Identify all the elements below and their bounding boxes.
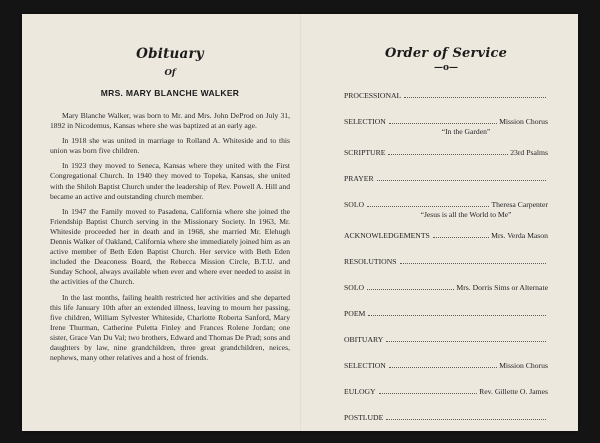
service-item-performer: Mission Chorus xyxy=(499,361,548,370)
service-item-scripture xyxy=(344,147,548,158)
obituary-paragraph: In 1918 she was united in marriage to Rolland A. Whiteside and to this union was born five children. xyxy=(50,136,290,156)
service-item-selection xyxy=(344,360,548,371)
dot-leader xyxy=(367,288,454,290)
dot-leader xyxy=(400,262,546,264)
dot-leader xyxy=(433,236,489,238)
dot-leader xyxy=(379,392,478,394)
dot-leader xyxy=(386,418,546,420)
service-item-label: OBITUARY xyxy=(344,335,384,344)
dot-leader xyxy=(367,205,489,207)
service-item-resolutions xyxy=(344,256,548,267)
dot-leader xyxy=(389,122,497,124)
service-item-selection xyxy=(344,116,548,127)
service-item-label: POEM xyxy=(344,309,366,318)
service-item-postlude xyxy=(344,412,548,423)
service-item-performer: Mrs. Dorris Sims or Alternate xyxy=(456,283,548,292)
obituary-paragraph: In the last months, failing health restricted her activities and she departed this life January 10th after an extended illness, leaving to mourn her passing, five children, William Sylvester Whiteside, Charlotte Roberta Sanford, Mary Irene Thurman, Catherine Puletta Finley and Frances Rolene Jordan; one sister, Grace Van Du Val; two brothers, Edward and Thomas De Prad; sons and daughters by law, nine grandchildren, three great grandchildren, neices, nephews, many other relatives and a host of friends. xyxy=(50,292,290,363)
service-item-label: SELECTION xyxy=(344,361,386,370)
service-item-eulogy xyxy=(344,386,548,397)
obituary-title: Obituary xyxy=(136,46,204,62)
dot-leader xyxy=(377,179,546,181)
obituary-of: Of xyxy=(164,68,176,78)
service-item-performer: Mrs. Verda Mason xyxy=(491,231,548,240)
service-item-label: PROCESSIONAL xyxy=(344,91,402,100)
service-item-label: SCRIPTURE xyxy=(344,148,386,157)
dot-leader xyxy=(404,96,546,98)
service-item-label: EULOGY xyxy=(344,387,376,396)
service-page xyxy=(344,46,548,423)
dot-leader xyxy=(389,366,497,368)
service-item-label: SELECTION xyxy=(344,117,386,126)
service-item-label: RESOLUTIONS xyxy=(344,257,397,266)
service-item-label: ACKNOWLEDGEMENTS xyxy=(344,231,430,240)
service-item-label: SOLO xyxy=(344,200,365,209)
song-title: “In the Garden” xyxy=(441,127,491,136)
service-item-obituary xyxy=(344,334,548,345)
service-item-performer: Mission Chorus xyxy=(499,117,548,126)
obituary-paragraph: In 1947 the Family moved to Pasadena, California where she joined the Friendship Baptist Church serving in the Missionary Society. In 1963, Mr. Whiteside proceeded her in death and in 1968, she married Mr. Elehugh Dennis Walker of Oakland, California where she immediately joined him as an active member of Beth Eden Baptist Church. Her service with Beth Eden included the Deaconess Board, the Rebecca Mission Circle, B.T.U. and Sunday School, always available when ever and where ever needed to assist in the activities of the Church. xyxy=(50,206,290,287)
obituary-page xyxy=(50,46,290,368)
service-item-performer: Theresa Carpenter xyxy=(491,200,548,209)
service-item-prayer xyxy=(344,173,548,184)
service-item-solo xyxy=(344,282,548,293)
service-item-processional xyxy=(344,90,548,101)
service-item-solo xyxy=(344,199,548,210)
song-title: “Jesus is all the World to Me” xyxy=(420,210,512,219)
service-item-label: SOLO xyxy=(344,283,365,292)
service-item-poem xyxy=(344,308,548,319)
dot-leader xyxy=(368,314,546,316)
obituary-paragraph: Mary Blanche Walker, was born to Mr. and Mrs. John DeProd on July 31, 1892 in Nicodemus, Kansas where she was baptized at an early age. xyxy=(50,111,290,131)
service-list xyxy=(344,90,548,423)
deceased-name: MRS. MARY BLANCHE WALKER xyxy=(100,88,240,98)
service-title: Order of Service xyxy=(384,46,508,61)
service-item-label: POSTLUDE xyxy=(344,413,384,422)
service-item-acknowledgements xyxy=(344,230,548,241)
service-item-performer: 23rd Psalms xyxy=(510,148,548,157)
service-item-performer: Rev. Gillette O. James xyxy=(479,387,548,396)
title-ornament: —o— xyxy=(433,63,458,73)
service-item-label: PRAYER xyxy=(344,174,374,183)
obituary-paragraph: In 1923 they moved to Seneca, Kansas where they united with the First Congregational Church. In 1940 they moved to Topeka, Kansas, she united with the Shiloh Baptist Church under the leadership of Rev. Powell A. Hill and became an active and outstanding church member. xyxy=(50,161,290,201)
center-fold xyxy=(300,14,301,431)
dot-leader xyxy=(388,153,508,155)
dot-leader xyxy=(386,340,546,342)
obituary-body xyxy=(50,111,290,363)
